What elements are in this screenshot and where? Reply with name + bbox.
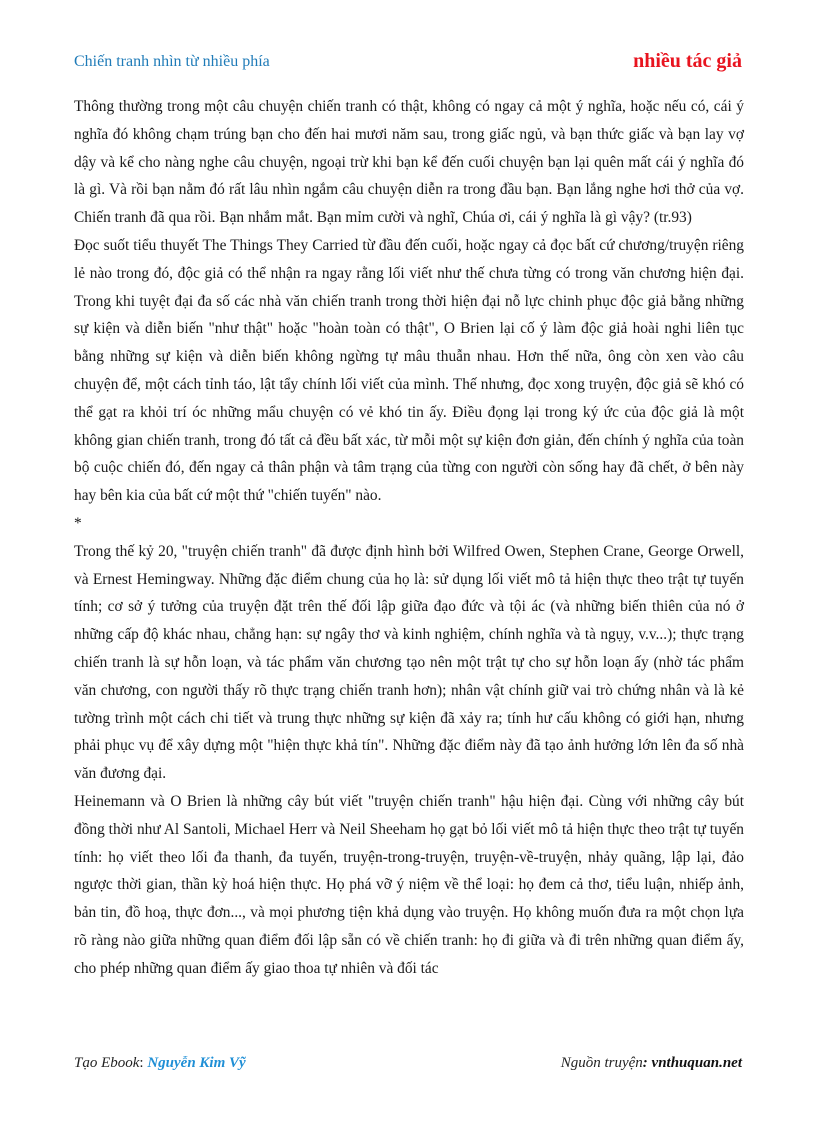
page-header <box>74 50 742 76</box>
ebook-credit <box>74 1055 246 1072</box>
body-text <box>74 93 744 983</box>
source-credit <box>561 1055 742 1072</box>
book-title: Chiến tranh nhìn từ nhiều phía <box>74 53 270 70</box>
source-credit-name[interactable]: vnthuquan.net <box>651 1055 742 1071</box>
ebook-credit-name: Nguyễn Kim Vỹ <box>147 1055 246 1071</box>
paragraph: Trong thế kỷ 20, "truyện chiến tranh" đã được định hình bởi Wilfred Owen, Stephen Crane, George Orwell, và Ernest Hemingway. Những đặc điểm chung của họ là: sử dụng lối viết mô tả hiện thực theo trật tự tuyến tính; cơ sở ý tưởng của truyện đặt trên thế đối lập giữa đạo đức và tội ác (và những biến thiên của nó ở những cấp độ khác nhau, chẳng hạn: sự ngây thơ và kinh nghiệm, chính nghĩa và tà ngụy, v.v...); thực trạng chiến tranh là sự hỗn loạn, và tác phẩm văn chương tạo nên một trật tự cho sự hỗn loạn ấy (nhờ tác phẩm văn chương, con người thấy rõ thực trạng chiến tranh hơn); nhân vật chính giữ vai trò chứng nhân và là kẻ tường trình một cách chi tiết và trung thực những sự kiện đã xảy ra; tính hư cấu không có giới hạn, nhưng phải phục vụ để xây dựng một "hiện thực khả tín". Những đặc điểm này đã tạo ảnh hưởng lớn lên đa số nhà văn đương đại. <box>74 542 744 783</box>
paragraph: Đọc suốt tiểu thuyết The Things They Carried từ đầu đến cuối, hoặc ngay cả đọc bất cứ chương/truyện riêng lẻ nào trong đó, độc giả có thể nhận ra ngay rằng lối viết như thế chưa từng có trong văn chương hiện đại. Trong khi tuyệt đại đa số các nhà văn chiến tranh trong thời hiện đại nỗ lực chinh phục độc giả bằng những sự kiện và diễn biến "như thật" hoặc "hoàn toàn có thật", O Brien lại cố ý làm độc giả hoài nghi liên tục bằng những sự kiện và diễn biến không ngừng tự mâu thuẫn nhau. Hơn thế nữa, ông còn xen vào câu chuyện để, một cách tỉnh táo, lật tẩy chính lối viết của mình. Thế nhưng, đọc xong truyện, độc giả sẽ khó có thể gạt ra khỏi trí óc những mẩu chuyện có vẻ khó tin ấy. Điều đọng lại trong ký ức của độc giả là một không gian chiến tranh, trong đó tất cả đều bất xác, từ mỗi một sự kiện đơn giản, đến chính ý nghĩa của toàn bộ cuộc chiến đó, đến ngay cả thân phận và tâm trạng của từng con người còn sống hay đã chết, ở bên này hay bên kia của bất cứ một thứ "chiến tuyến" nào. <box>74 236 744 505</box>
paragraph: Heinemann và O Brien là những cây bút viết "truyện chiến tranh" hậu hiện đại. Cùng với những cây bút đồng thời như Al Santoli, Michael Herr và Neil Sheeham họ gạt bỏ lối viết mô tả hiện thực theo trật tự tuyến tính: họ viết theo lối đa thanh, đa tuyến, truyện-trong-truyện, truyện-về-truyện, nhảy quãng, lập lại, đảo ngược thời gian, thần kỳ hoá hiện thực. Họ phá vỡ ý niệm về thể loại: họ đem cả thơ, tiểu luận, nhiếp ảnh, bản tin, đồ hoạ, thực đơn..., và mọi phương tiện khả dụng vào truyện. Họ không muốn đưa ra một chọn lựa rõ ràng nào giữa những quan điểm đối lập sẵn có về chiến tranh: họ đi giữa và đi trên những quan điểm ấy, cho phép những quan điểm ấy giao thoa tự nhiên và đối tác <box>74 792 744 977</box>
book-author: nhiều tác giả <box>633 50 742 72</box>
section-separator: * <box>74 514 82 532</box>
ebook-credit-label: Tạo Ebook <box>74 1055 140 1071</box>
paragraph: Thông thường trong một câu chuyện chiến tranh có thật, không có ngay cả một ý nghĩa, hoặc nếu có, cái ý nghĩa đó không chạm trúng bạn cho đến hai mươi năm sau, trong giấc ngủ, và bạn thức giấc và bạn lay vợ dậy và kể cho nàng nghe câu chuyện, ngoại trừ khi bạn kể đến cuối chuyện bạn lại quên mất cái ý nghĩa đó là gì. Và rồi bạn nằm đó rất lâu nhìn ngắm câu chuyện diễn ra trong đầu bạn. Bạn lắng nghe hơi thở của vợ. Chiến tranh đã qua rồi. Bạn nhắm mắt. Bạn mỉm cười và nghĩ, Chúa ơi, cái ý nghĩa là gì vậy? (tr.93) <box>74 98 744 227</box>
source-credit-label: Nguồn truyện <box>560 1055 643 1071</box>
source-credit-sep: : <box>642 1055 652 1071</box>
ebook-credit-sep: : <box>139 1055 148 1071</box>
page-footer <box>74 1055 742 1077</box>
